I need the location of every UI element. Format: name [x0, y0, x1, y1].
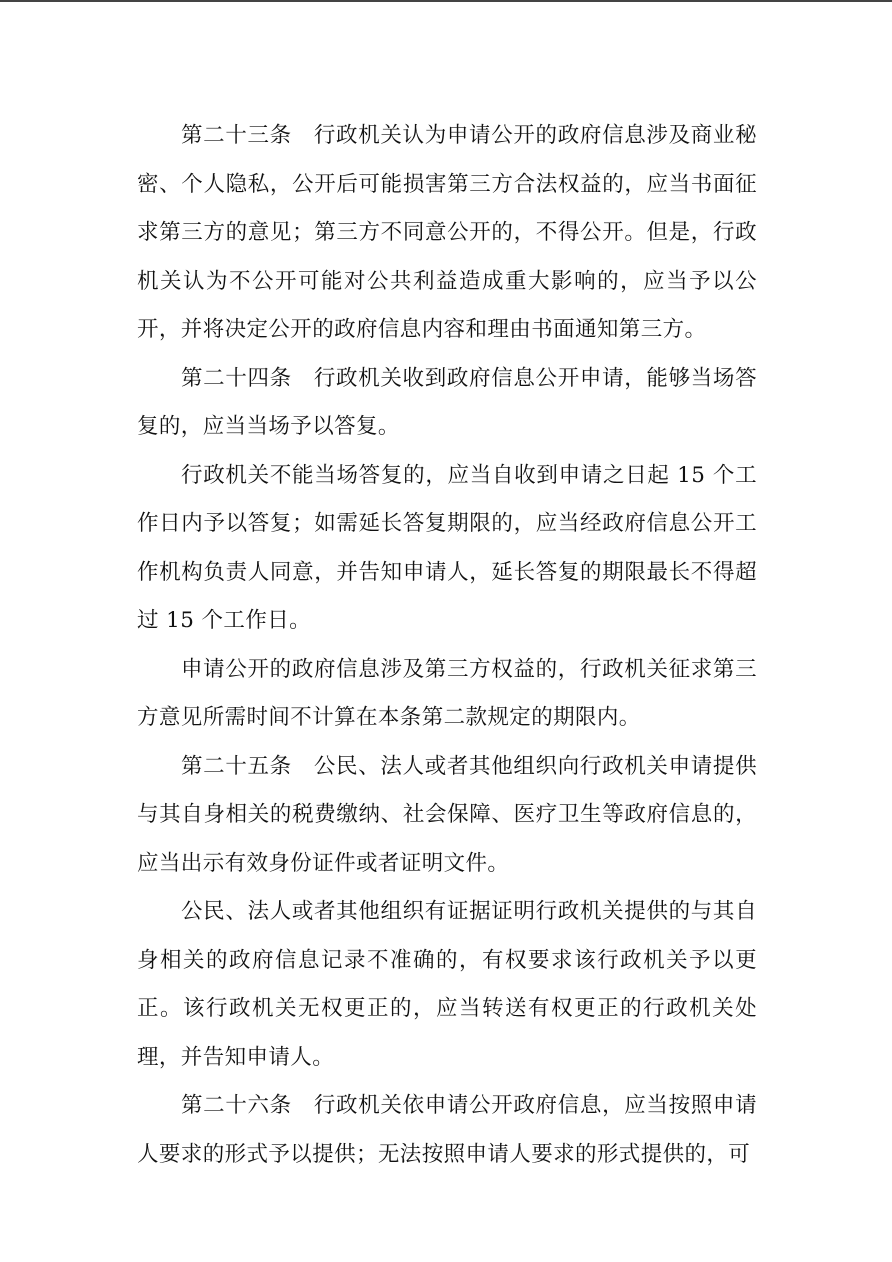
- paragraph-text: 行政机关收到政府信息公开申请，能够当场答复的，应当当场予以答复。: [137, 365, 757, 439]
- paragraph-article-23: [137, 112, 757, 355]
- paragraph-article-24: [137, 355, 757, 452]
- paragraph-article-25-clause-2: [137, 888, 757, 1082]
- page-top-border: [0, 0, 892, 2]
- article-number: 第二十四条: [181, 365, 292, 391]
- document-body: [137, 112, 757, 1179]
- article-number: 第二十三条: [181, 123, 292, 148]
- paragraph-text: 行政机关不能当场答复的，应当自收到申请之日起 15 个工作日内予以答复；如需延长答复期限的，应当经政府信息公开工作机构负责人同意，并告知申请人，延长答复的期限最长不得超过 15 个工作日。: [137, 462, 757, 633]
- paragraph-text: 行政机关认为申请公开的政府信息涉及商业秘密、个人隐私，公开后可能损害第三方合法权益的，应当书面征求第三方的意见；第三方不同意公开的，不得公开。但是，行政机关认为不公开可能对公共利益造成重大影响的，应当予以公开，并将决定公开的政府信息内容和理由书面通知第三方。: [137, 123, 757, 342]
- article-number: 第二十五条: [181, 753, 292, 779]
- paragraph-article-24-clause-3: [137, 646, 757, 743]
- paragraph-text: 申请公开的政府信息涉及第三方权益的，行政机关征求第三方意见所需时间不计算在本条第二款规定的期限内。: [137, 656, 757, 730]
- paragraph-text: 公民、法人或者其他组织有证据证明行政机关提供的与其自身相关的政府信息记录不准确的，有权要求该行政机关予以更正。该行政机关无权更正的，应当转送有权更正的行政机关处理，并告知申请人。: [137, 899, 757, 1070]
- paragraph-article-24-clause-2: [137, 452, 757, 646]
- paragraph-article-25: [137, 743, 757, 889]
- paragraph-text: 公民、法人或者其他组织向行政机关申请提供与其自身相关的税费缴纳、社会保障、医疗卫生等政府信息的，应当出示有效身份证件或者证明文件。: [137, 753, 757, 876]
- paragraph-text: 行政机关依申请公开政府信息，应当按照申请人要求的形式予以提供；无法按照申请人要求的形式提供的，可: [137, 1093, 757, 1167]
- article-number: 第二十六条: [181, 1093, 292, 1118]
- paragraph-article-26: [137, 1082, 757, 1179]
